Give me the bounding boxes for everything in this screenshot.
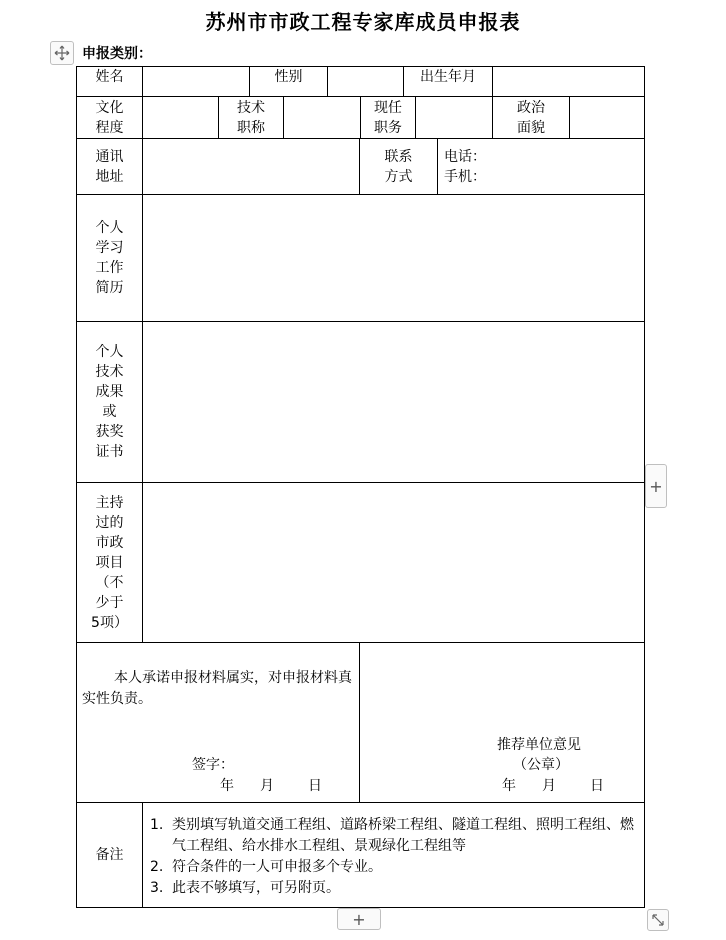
birth-label: 出生年月 xyxy=(420,69,476,85)
name-label: 姓名 xyxy=(95,69,124,85)
projects-field[interactable] xyxy=(143,483,644,642)
category-label: 申报类别： xyxy=(82,46,152,62)
position-field[interactable] xyxy=(416,97,492,138)
contact-field[interactable] xyxy=(444,139,634,194)
pledge-month: 月 xyxy=(260,778,274,794)
birth-field[interactable] xyxy=(493,67,644,96)
plus-icon: + xyxy=(352,909,366,929)
pledge-text: 本人承诺申报材料属实，对申报材料真实性负责。 xyxy=(82,670,352,707)
resize-icon xyxy=(651,913,665,927)
address-field[interactable] xyxy=(143,139,359,194)
pledge-day: 日 xyxy=(308,778,322,794)
mobile-label: 手机： xyxy=(444,168,486,185)
signature-label: 签字： xyxy=(192,757,234,773)
phone-label: 电话： xyxy=(444,148,486,165)
recommend-seal: （公章） xyxy=(513,757,569,773)
recommend-month: 月 xyxy=(542,778,556,794)
table-resize-handle[interactable] xyxy=(647,909,669,931)
resume-field[interactable] xyxy=(143,195,644,321)
projects-label: 主持 过的 市政 项目 （不 少于 5项） xyxy=(91,494,128,631)
list-item: 1. 类别填写轨道交通工程组、道路桥梁工程组、隧道工程组、照明工程组、燃气工程组、给水排水工程组、景观绿化工程组等 xyxy=(150,817,634,854)
tech-title-label: 技术 职称 xyxy=(237,99,265,136)
achievement-label: 个人 技术 成果 或 获奖 证书 xyxy=(95,344,124,460)
remarks-list xyxy=(150,815,640,899)
table-move-handle[interactable] xyxy=(50,41,74,65)
recommend-year: 年 xyxy=(502,778,516,794)
move-handle-icon xyxy=(54,45,70,61)
name-field[interactable] xyxy=(143,67,249,96)
list-item: 3. 此表不够填写，可另附页。 xyxy=(150,880,340,896)
add-column-button[interactable] xyxy=(645,464,667,508)
contact-label: 联系 方式 xyxy=(384,148,413,185)
education-label: 文化 程度 xyxy=(95,99,124,136)
achievement-field[interactable] xyxy=(143,322,644,482)
political-field[interactable] xyxy=(570,97,644,138)
form-title: 苏州市市政工程专家库成员申报表 xyxy=(205,10,521,34)
recommend-opinion: 推荐单位意见 xyxy=(497,737,581,753)
address-label: 通讯 地址 xyxy=(95,148,124,185)
remarks-label: 备注 xyxy=(95,847,124,863)
education-field[interactable] xyxy=(143,97,218,138)
recommend-day: 日 xyxy=(590,778,604,794)
list-item: 2. 符合条件的一人可申报多个专业。 xyxy=(150,859,382,875)
add-row-button[interactable] xyxy=(337,908,381,930)
tech-title-field[interactable] xyxy=(284,97,360,138)
political-label: 政治 面貌 xyxy=(517,99,545,136)
plus-icon: + xyxy=(649,476,663,496)
pledge-year: 年 xyxy=(220,778,234,794)
position-label: 现任 职务 xyxy=(374,99,402,136)
gender-label: 性别 xyxy=(274,69,303,85)
resume-label: 个人 学习 工作 简历 xyxy=(95,220,124,296)
gender-field[interactable] xyxy=(328,67,403,96)
